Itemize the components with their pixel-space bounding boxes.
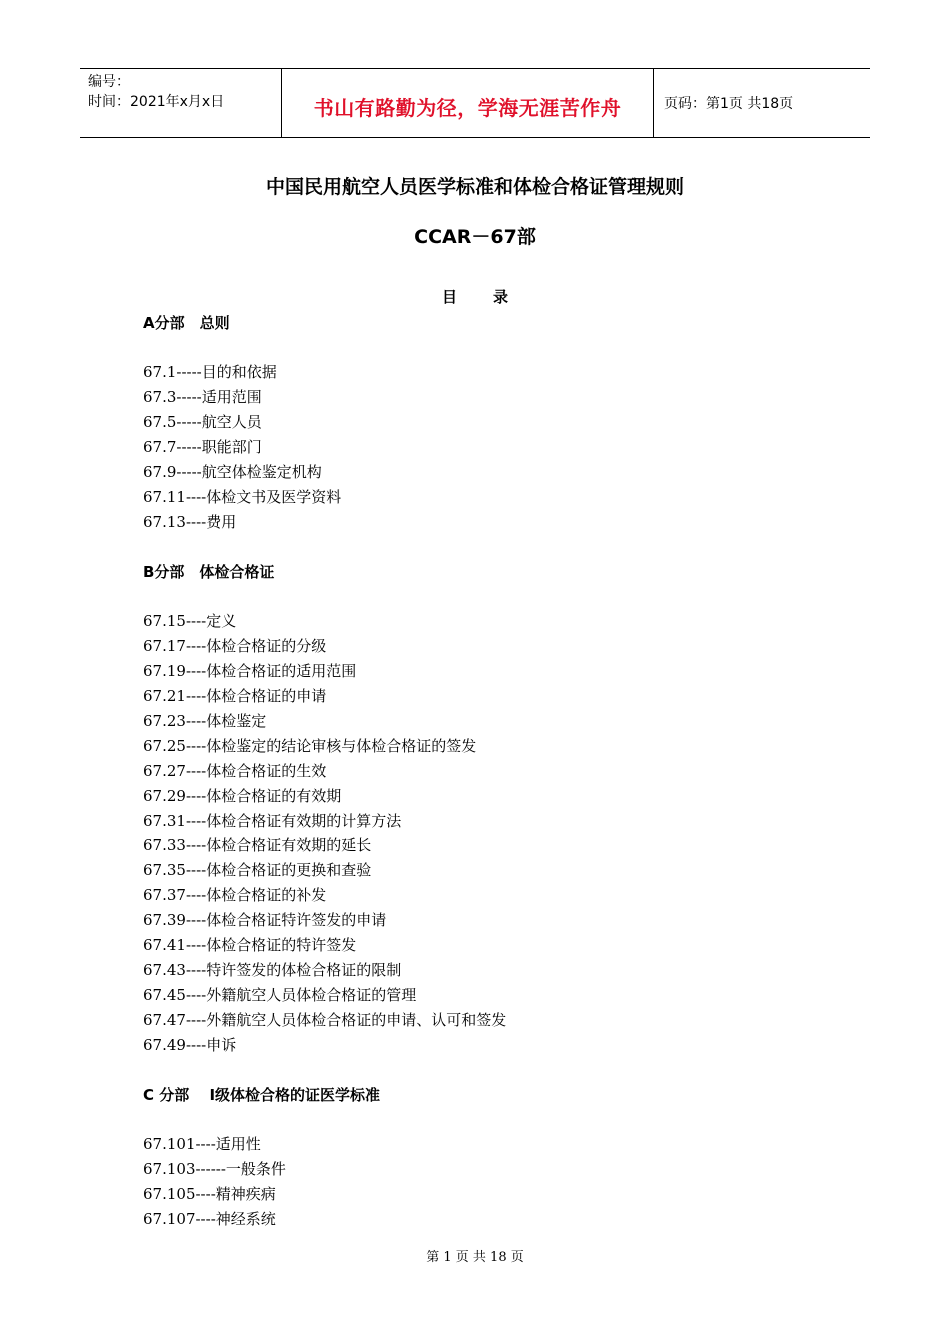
header-motto-cell — [282, 69, 654, 137]
toc-item: 67.7-----职能部门 — [143, 438, 262, 456]
page-footer: 第 1 页 共 18 页 — [426, 1250, 524, 1265]
toc-item: 67.49----申诉 — [143, 1036, 237, 1054]
document-title: 中国民用航空人员医学标准和体检合格证管理规则 — [265, 176, 684, 198]
toc-item: 67.23----体检鉴定 — [143, 712, 267, 730]
toc-item: 67.19----体检合格证的适用范围 — [143, 662, 357, 680]
toc-item: 67.103------一般条件 — [143, 1160, 286, 1178]
section-heading-c: C 分部 Ⅰ级体检合格的证医学标准 — [143, 1086, 381, 1104]
toc-item: 67.33----体检合格证有效期的延长 — [143, 836, 372, 854]
toc-item: 67.105----精神疾病 — [143, 1185, 276, 1203]
header-page-cell — [654, 69, 870, 137]
toc-item: 67.43----特许签发的体检合格证的限制 — [143, 961, 402, 979]
document-time-label: 时间：2021年x月x日 — [88, 94, 225, 110]
document-number-label: 编号： — [88, 74, 130, 90]
header-table — [80, 68, 870, 138]
toc-item: 67.107----神经系统 — [143, 1210, 276, 1228]
section-heading-b: B分部 体检合格证 — [143, 563, 275, 581]
toc-item: 67.3-----适用范围 — [143, 388, 262, 406]
toc-item: 67.37----体检合格证的补发 — [143, 886, 327, 904]
document-subtitle: CCAR－67部 — [414, 226, 536, 248]
toc-item: 67.5-----航空人员 — [143, 413, 262, 431]
toc-item: 67.11----体检文书及医学资料 — [143, 488, 342, 506]
toc-item: 67.25----体检鉴定的结论审核与体检合格证的签发 — [143, 737, 477, 755]
toc-item: 67.21----体检合格证的申请 — [143, 687, 327, 705]
toc-item: 67.13----费用 — [143, 513, 237, 531]
header-left-cell — [80, 69, 282, 137]
toc-item: 67.15----定义 — [143, 612, 237, 630]
toc-item: 67.27----体检合格证的生效 — [143, 762, 327, 780]
toc-item: 67.47----外籍航空人员体检合格证的申请、认可和签发 — [143, 1011, 507, 1029]
page-number-label: 页码：第1页 共18页 — [664, 96, 794, 112]
toc-item: 67.29----体检合格证的有效期 — [143, 787, 342, 805]
section-heading-a: A分部 总则 — [143, 314, 230, 332]
toc-item: 67.101----适用性 — [143, 1135, 261, 1153]
toc-item: 67.41----体检合格证的特许签发 — [143, 936, 357, 954]
toc-item: 67.35----体检合格证的更换和查验 — [143, 861, 372, 879]
motto-text: 书山有路勤为径，学海无涯苦作舟 — [313, 95, 622, 120]
toc-heading: 目录 — [441, 288, 544, 306]
toc-item: 67.17----体检合格证的分级 — [143, 637, 327, 655]
toc-item: 67.45----外籍航空人员体检合格证的管理 — [143, 986, 417, 1004]
toc-item: 67.39----体检合格证特许签发的申请 — [143, 911, 387, 929]
toc-item: 67.9-----航空体检鉴定机构 — [143, 463, 322, 481]
toc-item: 67.1-----目的和依据 — [143, 363, 277, 381]
toc-item: 67.31----体检合格证有效期的计算方法 — [143, 812, 402, 830]
